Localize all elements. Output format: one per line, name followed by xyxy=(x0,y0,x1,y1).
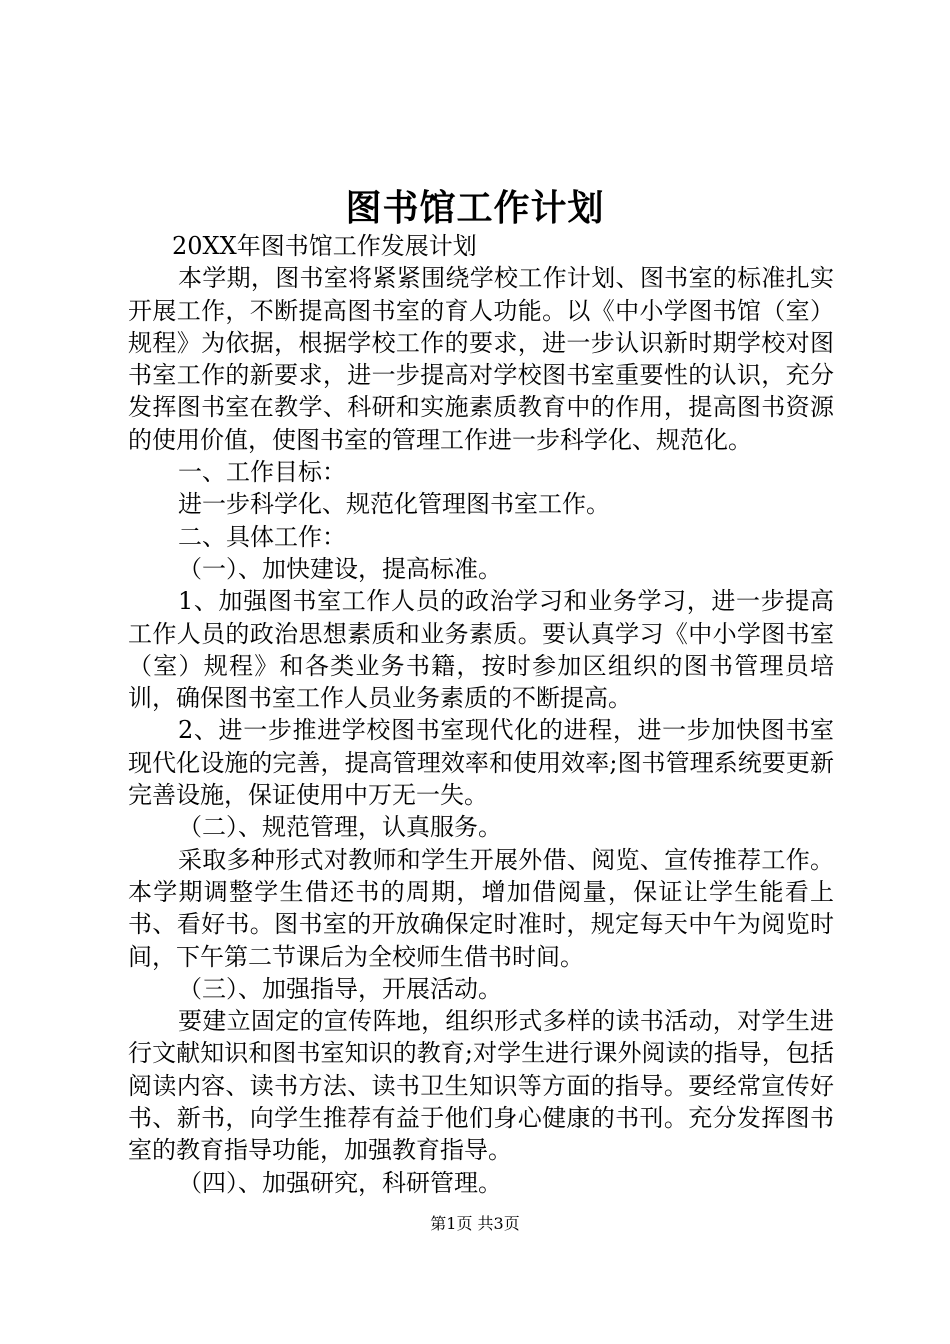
paragraph-item-2: 2、进一步推进学校图书室现代化的进程，进一步加快图书室现代化设施的完善，提高管理效率和使用效率;图书管理系统要更新完善设施，保证使用中万无一失。 xyxy=(128,716,834,810)
subheading-section-3: （三）、加强指导，开展活动。 xyxy=(178,974,502,1003)
subheading-section-2: （二）、规范管理，认真服务。 xyxy=(178,813,502,842)
paragraph-work-goals: 进一步科学化、规范化管理图书室工作。 xyxy=(178,490,610,519)
subheading-section-4: （四）、加强研究，科研管理。 xyxy=(178,1168,502,1197)
document-title: 图书馆工作计划 xyxy=(345,187,605,229)
paragraph-item-1: 1、加强图书室工作人员的政治学习和业务学习，进一步提高工作人员的政治思想素质和业务素质。要认真学习《中小学图书室（室）规程》和各类业务书籍，按时参加区组织的图书管理员培训，确保图书室工作人员业务素质的不断提高。 xyxy=(128,587,834,713)
heading-work-goals: 一、工作目标： xyxy=(178,458,346,487)
document-body xyxy=(128,230,834,1199)
page-number-footer: 第1页 共3页 xyxy=(430,1214,520,1233)
document-subtitle: 20XX年图书馆工作发展计划 xyxy=(172,232,477,260)
subheading-section-1: （一）、加快建设，提高标准。 xyxy=(178,554,502,583)
paragraph-intro: 本学期，图书室将紧紧围绕学校工作计划、图书室的标准扎实开展工作，不断提高图书室的育人功能。以《中小学图书馆（室）规程》为依据，根据学校工作的要求，进一步认识新时期学校对图书室工作的新要求，进一步提高对学校图书室重要性的认识，充分发挥图书室在教学、科研和实施素质教育中的作用，提高图书资源的使用价值，使图书室的管理工作进一步科学化、规范化。 xyxy=(128,264,834,454)
heading-specific-work: 二、具体工作： xyxy=(178,522,346,551)
paragraph-section-2: 采取多种形式对教师和学生开展外借、阅览、宣传推荐工作。本学期调整学生借还书的周期，增加借阅量，保证让学生能看上书、看好书。图书室的开放确保定时准时，规定每天中午为阅览时间，下午第二节课后为全校师生借书时间。 xyxy=(128,845,834,971)
paragraph-section-3: 要建立固定的宣传阵地，组织形式多样的读书活动，对学生进行文献知识和图书室知识的教育;对学生进行课外阅读的指导，包括阅读内容、读书方法、读书卫生知识等方面的指导。要经常宣传好书、新书，向学生推荐有益于他们身心健康的书刊。充分发挥图书室的教育指导功能，加强教育指导。 xyxy=(128,1007,834,1165)
